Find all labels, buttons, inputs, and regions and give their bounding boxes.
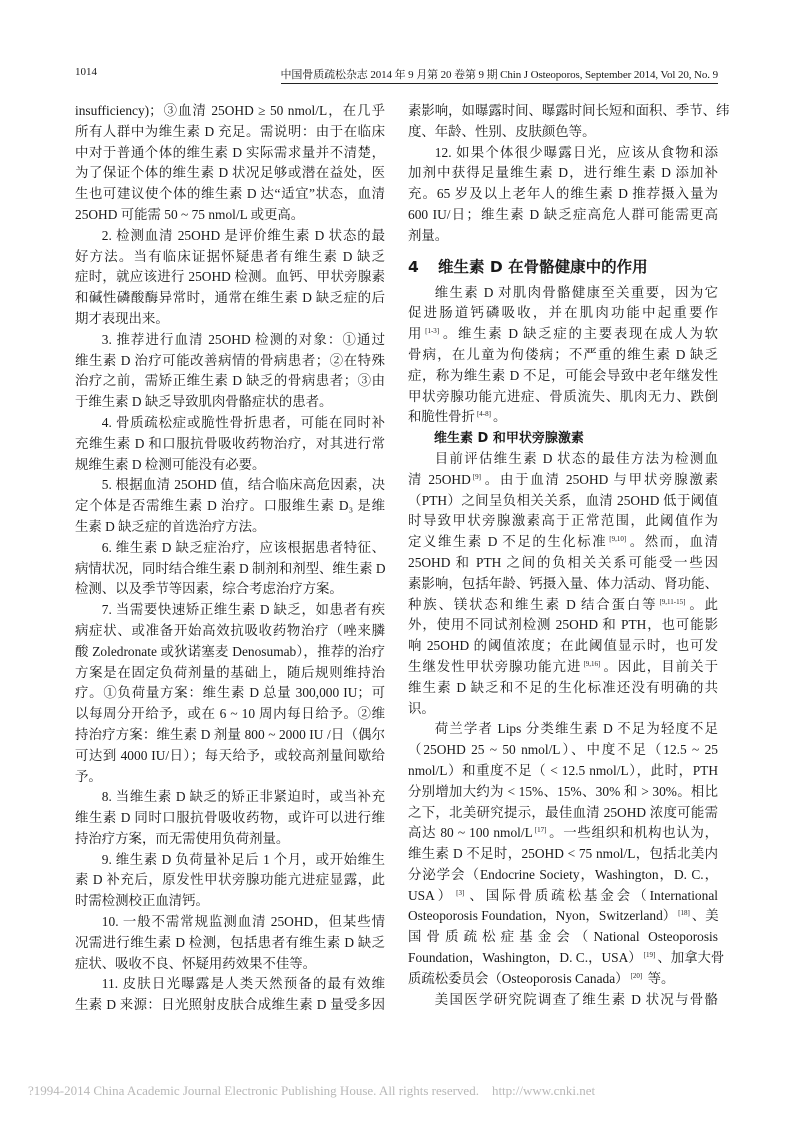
text-line: 维生素 D 对肌肉骨骼健康至关重要，因为它: [434, 284, 718, 300]
text-line: 生素 D 来源：日光照射皮肤合成维生素 D 量受多因: [75, 997, 385, 1013]
text-segment: 种族、镁状态和维生素 D 结合蛋白等: [408, 596, 658, 612]
text-segment: 和脆性骨折: [408, 409, 475, 425]
text-segment: 清 25OHD: [408, 471, 471, 487]
left-column: [75, 101, 385, 1016]
text-line: 规维生素 D 检测可能没有必要。: [75, 456, 266, 472]
paragraph: [408, 283, 718, 429]
citation-ref: [9,11-15]: [659, 597, 686, 606]
text-line: [408, 969, 718, 990]
citation-ref: [19]: [643, 951, 656, 960]
text-segment: 。由于血清 25OHD 与甲状旁腺激素: [482, 471, 719, 487]
text-segment: 。然而，血清: [628, 534, 719, 550]
page-number: 1014: [75, 66, 97, 78]
text-segment: 。一些组织和机构也认为，: [548, 825, 718, 841]
text-line: 甲状旁腺功能亢进症、骨质流失、肌肉无力、跌倒: [408, 388, 718, 404]
text-line: 分别增加大约为 < 15%、15%、30% 和 > 30%。相比: [408, 783, 718, 799]
citation-ref: [18]: [678, 909, 690, 918]
text-line: 予。: [75, 768, 102, 784]
text-line: [408, 532, 718, 553]
text-line: [408, 324, 718, 345]
paragraph: [75, 912, 385, 974]
journal-citation: 中国骨质疏松杂志 2014 年 9 月第 20 卷第 9 期 Chin J Osteoporos, September 2014, Vol 20, No. 9: [281, 66, 719, 84]
text-line: 4. 骨质疏松症或脆性骨折患者，可能在同时补: [101, 414, 385, 430]
paragraph: [408, 143, 718, 247]
citation-ref: [4-8]: [476, 410, 491, 419]
text-line: 充。65 岁及以上老年人的维生素 D 推荐摄入量为: [408, 186, 718, 202]
text-line: 充维生素 D 和口服抗骨吸收药物治疗，对其进行常: [75, 435, 385, 451]
citation-ref: [9,10]: [609, 535, 627, 544]
text-line: （PTH）之间呈负相关关系，血清 25OHD 低于阈值: [408, 492, 718, 508]
text-line: 症，称为维生素 D 不足，可能会导致中老年继发性: [408, 367, 718, 383]
text-line: 以每周分开给予，或在 6 ~ 10 周内每日给予。②维: [75, 706, 385, 722]
text-line: 分泌学会（Endocrine Society，Washington，D. C.，: [408, 866, 718, 882]
text-line: 维生素 D 不足时，25OHD < 75 nmol/L，包括北美内: [408, 846, 718, 862]
text-segment: 质疏松委员会（Osteoporosis Canada）: [408, 970, 629, 986]
text-line: 之下，北美研究提示，最佳血清 25OHD 浓度可能需: [408, 804, 718, 820]
text-line: 10. 一般不需常规监测血清 25OHD，但某些情: [101, 914, 385, 930]
citation-ref: [17]: [534, 826, 547, 835]
right-column: [408, 101, 730, 1010]
text-line: 方案是在固定负荷剂量的基础上，随后规则维持治: [75, 664, 385, 680]
text-segment: 。维生素 D 缺乏症的主要表现在成人为软: [441, 326, 718, 342]
text-line: 识。: [408, 700, 435, 716]
text-segment: USA）: [408, 887, 455, 903]
text-line: 目前评估维生素 D 状态的最佳方法为检测血: [434, 450, 718, 466]
text-line: 2. 检测血清 25OHD 是评价维生素 D 状态的最: [101, 227, 385, 243]
text-line: 素影响，如曝露时间、曝露时间长短和面积、季节、纬: [408, 103, 730, 118]
text-line: 定个体是否需维生素 D 治疗。口服维生素 D₃ 是维: [75, 498, 385, 514]
text-segment: 、美: [691, 908, 719, 924]
text-line: 可达到 4000 IU/日）；每天给予，或较高剂量间歇给: [75, 747, 385, 763]
text-line: 症状、吸收不良、怀疑用药效果不佳等。: [75, 955, 317, 971]
text-line: 素影响，包括年龄、钙摄入量、体力活动、肾功能、: [408, 575, 718, 591]
paragraph: [75, 226, 385, 330]
paragraph: [408, 990, 718, 1011]
paragraph: [75, 974, 385, 1016]
text-line: 病症状、或准备开始高效抗吸收药物治疗（唑来膦: [75, 622, 385, 638]
text-line: 600 IU/日；维生素 D 缺乏症高危人群可能需更高: [408, 206, 718, 222]
paragraph: [75, 101, 385, 226]
running-header: [75, 66, 718, 86]
paragraph: [75, 787, 385, 849]
text-line: 6. 维生素 D 缺乏症治疗，应该根据患者特征、: [101, 539, 385, 555]
text-line: 好方法。当有临床证据怀疑患者有维生素 D 缺乏: [75, 248, 385, 264]
text-line: [408, 657, 718, 678]
text-line: 持治疗方案，而无需使用负荷剂量。: [75, 830, 290, 846]
text-line: 7. 当需要快速矫正维生素 D 缺乏，如患者有疾: [101, 602, 385, 618]
text-line: 9. 维生素 D 负荷量补足后 1 个月，或开始维生: [101, 851, 385, 867]
text-line: 时需检测校正血清钙。: [75, 893, 209, 909]
text-segment: 、加拿大骨: [657, 950, 725, 966]
footer-url: http://www.cnki.net: [491, 1083, 596, 1098]
text-line: 生素 D 缺乏症的首选治疗方法。: [75, 518, 266, 534]
section-number: 4: [408, 257, 419, 276]
text-line: 荷兰学者 Lips 分类维生素 D 不足为轻度不足: [434, 721, 718, 737]
citation-ref: [9]: [472, 472, 481, 481]
copyright-notice: ?1994-2014 China Academic Journal Electronic Publishing House. All rights reserved.: [28, 1083, 479, 1098]
text-line: 12. 如果个体很少曝露日光，应该从食物和添: [434, 144, 718, 160]
text-line: 25OHD 可能需 50 ~ 75 nmol/L 或更高。: [75, 206, 305, 222]
text-line: 8. 当维生素 D 缺乏的矫正非紧迫时，或当补充: [101, 789, 385, 805]
text-line: 25OHD 和 PTH 之间的负相关关系可能受一些因: [408, 554, 718, 570]
text-segment: 高达 80 ~ 100 nmol/L: [408, 825, 533, 841]
text-line: 持治疗方案：维生素 D 剂量 800 ~ 2000 IU /日（偶尔: [75, 726, 385, 742]
text-line: 3. 推荐进行血清 25OHD 检测的对象：①通过: [101, 331, 385, 347]
text-line: [408, 470, 718, 491]
text-line: 维生素 D 治疗可能改善病情的骨病患者；②在特殊: [75, 352, 385, 368]
text-segment: 。此: [687, 596, 718, 612]
text-line: 美国医学研究院调查了维生素 D 状况与骨骼: [434, 991, 718, 1007]
text-line: 剂量。: [408, 227, 449, 243]
citation-ref: [1-3]: [425, 327, 440, 336]
text-line: 生也可建议使个体的维生素 D 达“适宜”状态，血清: [75, 186, 385, 202]
text-line: 为了保证个体的维生素 D 状况足够或潜在益处，医: [75, 165, 385, 181]
footer: [28, 1083, 595, 1099]
text-line: 中对于普通个体的维生素 D 实际需求量并不清楚，: [75, 144, 385, 160]
text-line: 疗。①负荷量方案：维生素 D 总量 300,000 IU；可: [75, 685, 385, 701]
text-line: [408, 595, 718, 616]
text-segment: 等。: [644, 970, 675, 986]
text-line: 期才表现出来。: [75, 310, 169, 326]
text-line: 时导致甲状旁腺激素高于正常范围，此阈值作为: [408, 513, 718, 529]
paragraph: [75, 330, 385, 413]
text-line: 维生素 D 缺乏和不足的生化标准还没有明确的共: [408, 679, 718, 695]
citation-ref: [20]: [630, 971, 643, 980]
text-line: 素 D 补充后，原发性甲状旁腺功能亢进症显露，此: [75, 872, 385, 888]
text-line: 所有人群中为维生素 D 充足。需说明：由于在临床: [75, 123, 385, 139]
text-line: 加剂中获得足量维生素 D，进行维生素 D 添加补: [408, 165, 718, 181]
text-line: [408, 886, 718, 907]
text-segment: 定义维生素 D 不足的生化标准: [408, 534, 608, 550]
text-line: 况需进行维生素 D 检测，包括患者有维生素 D 缺乏: [75, 934, 385, 950]
text-line: 维生素 D 同时口服抗骨吸收药物，或许可以进行维: [75, 810, 385, 826]
text-segment: 。因此，目前关于: [602, 658, 719, 674]
text-line: 症时，就应该进行 25OHD 检测。血钙、甲状旁腺素: [75, 269, 385, 285]
text-line: [408, 906, 718, 927]
text-line: nmol/L）和重度不足（ < 12.5 nmol/L），此时，PTH: [408, 762, 718, 778]
section-heading: [408, 247, 718, 283]
text-line: [408, 407, 718, 428]
text-segment: Osteoporosis Foundation，Nyon，Switzerland）: [408, 908, 677, 924]
text-segment: 、国际骨质疏松基金会（International: [466, 887, 718, 903]
text-line: （25OHD 25 ~ 50 nmol/L）、中度不足（12.5 ~ 25: [408, 742, 718, 758]
text-line: 治疗之前，需矫正维生素 D 缺乏的骨病患者；③由: [75, 373, 385, 389]
text-line: 度、年龄、性别、皮肤颜色等。: [408, 123, 596, 139]
paragraph: [75, 600, 385, 787]
text-segment: 。: [492, 409, 507, 425]
paragraph: [408, 449, 718, 719]
paragraph: [75, 850, 385, 912]
citation-ref: [9,16]: [583, 659, 601, 668]
text-segment: 用: [408, 326, 424, 342]
text-line: [408, 823, 718, 844]
paragraph: [75, 538, 385, 600]
text-line: 检测、以及季节等因素，综合考虑治疗方案。: [75, 581, 343, 597]
text-line: 骨病，在儿童为佝偻病；不严重的维生素 D 缺乏: [408, 346, 718, 362]
text-line: 5. 根据血清 25OHD 值，结合临床高危因素，决: [101, 477, 385, 493]
text-line: 外，使用不同试剂检测 25OHD 和 PTH，也可能影: [408, 617, 718, 633]
text-segment: Foundation，Washington，D. C.，USA）: [408, 950, 642, 966]
text-line: 11. 皮肤日光曝露是人类天然预备的最有效维: [101, 976, 385, 992]
text-line: 病情状况，同时结合维生素 D 制剂和剂型、维生素 D: [75, 560, 386, 576]
text-segment: 生继发性甲状旁腺功能亢进: [408, 658, 582, 674]
text-line: insufficiency)；③血清 25OHD ≥ 50 nmol/L，在几乎: [75, 103, 385, 118]
paragraph: [408, 101, 730, 143]
citation-ref: [3]: [456, 888, 465, 897]
text-line: 国骨质疏松症基金会（National Osteoporosis: [408, 929, 718, 945]
text-line: 响 25OHD 的阈值浓度；在此阈值显示时，也可发: [408, 638, 718, 654]
paragraph: [75, 475, 385, 537]
text-line: 酸 Zoledronate 或狄诺塞麦 Denosumab），推荐的治疗: [75, 643, 385, 659]
subsection-heading: 维生素 D 和甲状旁腺激素: [434, 431, 584, 447]
text-line: [408, 948, 725, 969]
text-line: 促进肠道钙磷吸收，并在肌肉功能中起重要作: [408, 305, 718, 321]
text-line: 于维生素 D 缺乏导致肌肉骨骼症状的患者。: [75, 394, 333, 410]
section-title: 维生素 D 在骨骼健康中的作用: [438, 257, 648, 276]
paragraph: [408, 719, 725, 989]
text-line: 和碱性磷酸酶异常时，通常在维生素 D 缺乏症的后: [75, 290, 385, 306]
paragraph: [75, 413, 385, 475]
